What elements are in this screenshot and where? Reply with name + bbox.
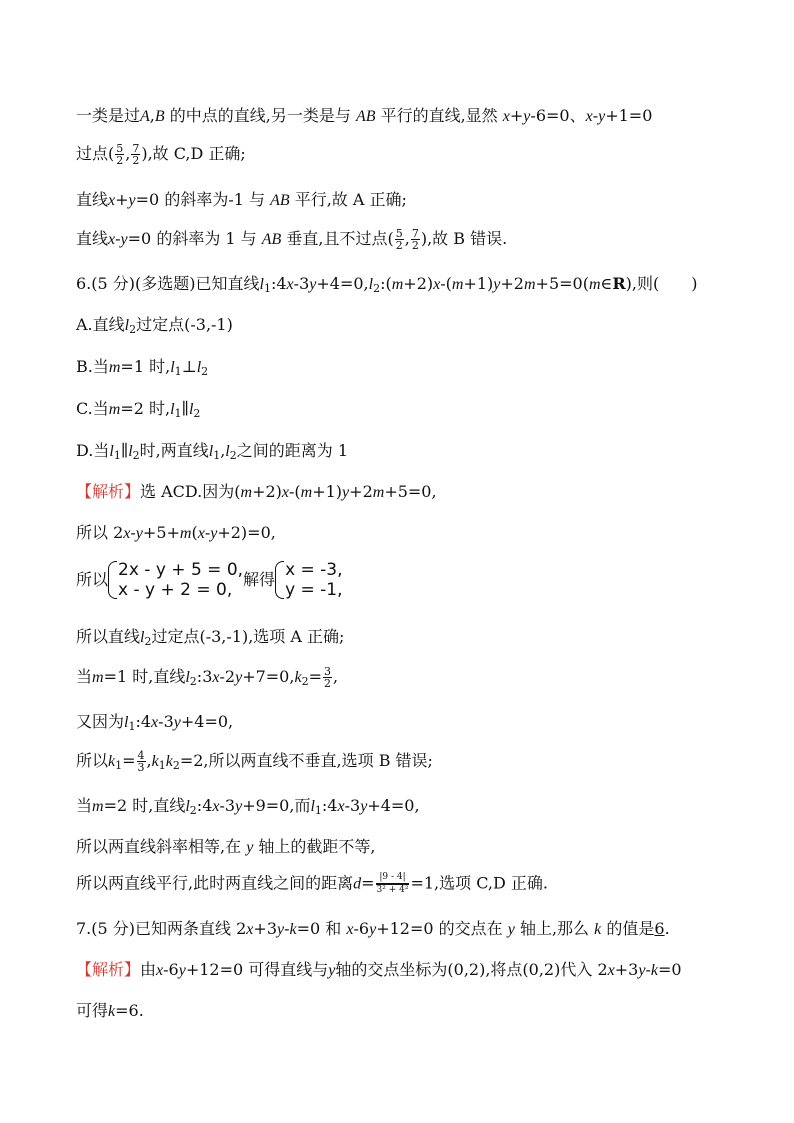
option-a: A.直线$l_2$过定点(-3,-1) xyxy=(76,315,233,336)
square-root: 3² + 4² xyxy=(376,885,409,895)
analysis-tag: 【解析】 xyxy=(76,482,141,501)
fraction: $\frac{5}{2}$ xyxy=(116,142,124,167)
analysis-q7-line-2: 可得k=6. xyxy=(76,1001,144,1020)
text-line-3: 直线x+y=0 的斜率为-1 与 AB 平行,故 A 正确; xyxy=(76,190,407,209)
fraction: $\frac{4}{3}$ xyxy=(137,749,145,774)
option-d: D.当$l_1\parallel l_2$时,两直线$l_1,l_2$之间的距离为 1 xyxy=(76,441,349,462)
fraction: $\frac{3}{2}$ xyxy=(323,665,331,690)
analysis-line-1: 【解析】选 ACD.因为(m+2)x-(m+1)y+2m+5=0, xyxy=(76,482,437,501)
analysis-line-10: 所以两直线平行,此时两直线之间的距离d= $\frac{|9 - 4|}{\text{3² + 4²}}$ =1,选项 C,D 正确. xyxy=(76,872,548,895)
fraction: $\frac{7}{2}$ xyxy=(132,142,140,167)
text-line-1: 一类是过A,B 的中点的直线,另一类是与 AB 平行的直线,显然 x+y-6=0、x-y+1=0 xyxy=(76,106,653,125)
question-6-stem: 6.(5 分)(多选题)已知直线$l_1:4x-3y+4=0,l_2:(m+2)x-(m+1)y+2m+5=0(m\in R)$,则( ) xyxy=(76,274,698,295)
fraction: $\frac{7}{2}$ xyxy=(411,227,419,252)
analysis-line-5: 当m=1 时,直线$l_2:3x-2y+7=0,k_2=$ $\frac{3}{2}$ , xyxy=(76,665,339,690)
distance-fraction: $\frac{|9 - 4|}{\text{3² + 4²}}$ xyxy=(376,872,409,895)
analysis-line-4: 所以直线$l_2$过定点(-3,-1),选项 A 正确; xyxy=(76,627,345,648)
analysis-line-2: 所以 2x-y+5+m(x-y+2)=0, xyxy=(76,523,276,542)
option-b: B.当m=1 时$,l_1\perp l_2$ xyxy=(76,357,209,378)
equation-system-line: 所以 2x - y + 5 = 0, x - y + 2 = 0, 解得 x = -3, y = -1, xyxy=(76,560,343,600)
option-c: C.当m=2 时$,l_1\parallel l_2$ xyxy=(76,399,201,420)
question-7-stem: 7.(5 分)已知两条直线 2x+3y-k=0 和 x-6y+12=0 的交点在 y 轴上,那么 k 的值是6. xyxy=(76,919,670,938)
analysis-q7-line-1: 【解析】由x-6y+12=0 可得直线与y轴的交点坐标为(0,2),将点(0,2)代入 2x+3y-k=0 xyxy=(76,960,682,979)
analysis-line-6: 又因为$l_1:4x-3y+4=0$, xyxy=(76,712,234,733)
analysis-tag: 【解析】 xyxy=(76,960,141,979)
text-line-2: 过点( $\frac{5}{2}$ , $\frac{7}{2}$ ),故 C,D 正确; xyxy=(76,142,246,167)
analysis-line-8: 当m=2 时,直线$l_2:4x-3y+9=0$,而$l_1:4x-3y+4=0$, xyxy=(76,796,420,817)
analysis-line-9: 所以两直线斜率相等,在 y 轴上的截距不等, xyxy=(76,837,376,856)
text-line-4: 直线x-y=0 的斜率为 1 与 AB 垂直,且不过点( $\frac{5}{2}$ , $\frac{7}{2}$ ),故 B 错误. xyxy=(76,227,508,252)
answer-blank: 6 xyxy=(654,919,665,938)
analysis-line-7: 所以$k_1=$ $\frac{4}{3}$ $,k_1k_2=2$,所以两直线不垂直,选项 B 错误; xyxy=(76,749,433,774)
fraction: $\frac{5}{2}$ xyxy=(395,227,403,252)
solution-system: x = -3, y = -1, xyxy=(275,560,342,600)
equation-system: 2x - y + 5 = 0, x - y + 2 = 0, xyxy=(108,560,243,600)
